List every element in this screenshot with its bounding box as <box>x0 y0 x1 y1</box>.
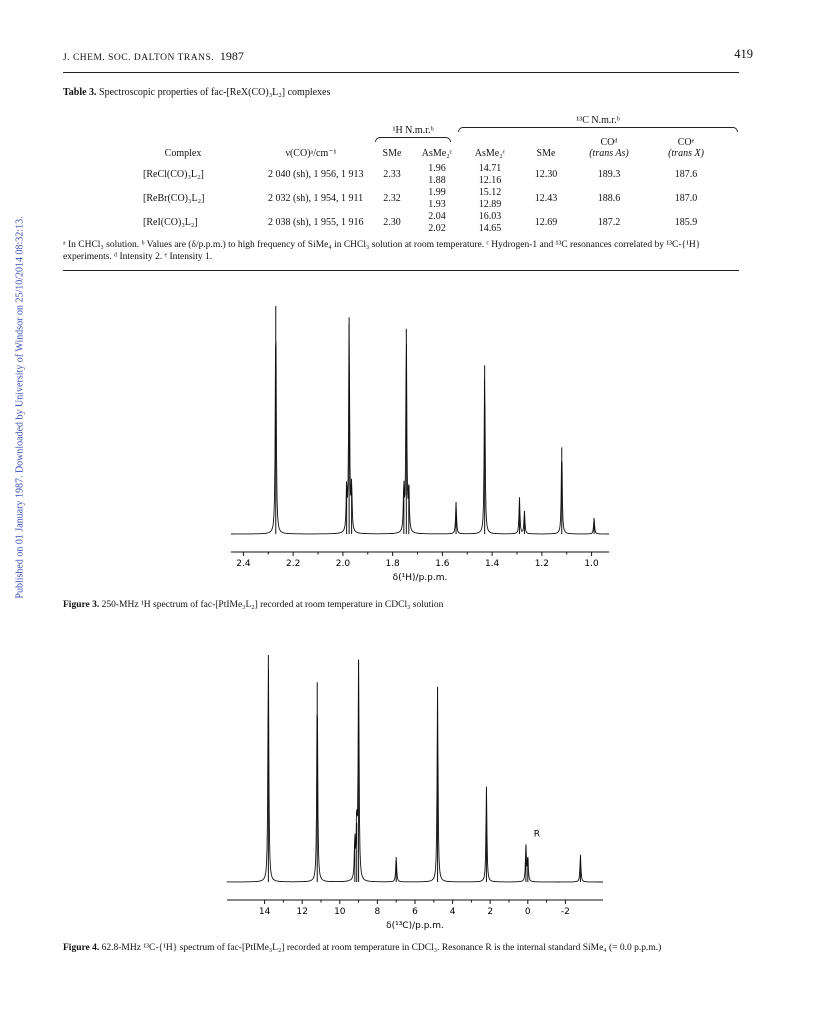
figure4-caption-text: 62.8-MHz ¹³C-{¹H} spectrum of fac-[PtIMe₃L₂] recorded at room temperature in CDCl₃. Resonance R is the internal standard SiMe₄ (= 0.0 p.p.m.) <box>101 943 662 953</box>
col-vco: ν(CO)ᵃ/cm⁻¹ <box>285 148 337 159</box>
row1-c-asme-b: 12.16 <box>478 175 502 186</box>
figure4-label: Figure 4. <box>63 943 100 953</box>
x-tick-label: 2 <box>487 907 494 917</box>
row3-h-asme-b: 2.02 <box>428 223 446 234</box>
row2-co-x: 187.0 <box>674 193 698 204</box>
row2-h-asme-b: 1.93 <box>428 199 446 210</box>
row1-vco: 2 040 (sh), 1 956, 1 913 <box>268 169 364 180</box>
row3-h-asme-a: 2.04 <box>428 211 446 222</box>
col-co-as-sub: (trans As) <box>589 148 629 159</box>
row1-c-sme: 12.30 <box>534 169 558 180</box>
table3-footnote: ᵃ In CHCl₃ solution. ᵇ Values are (δ/p.p.m.) to high frequency of SiMe₄ in CHCl₃ solution at room temperature. ᶜ Hydrogen-1 and ¹³C resonances correlated by ¹³C-{¹H} experiments. ᵈ Intensity 2. ᵉ Intensity 1. <box>63 240 701 262</box>
col-c-sme: SMe <box>536 148 556 159</box>
row2-h-sme: 2.32 <box>383 193 401 204</box>
row1-c-asme-a: 14.71 <box>478 163 502 174</box>
row2-c-sme: 12.43 <box>534 193 558 204</box>
col-complex: Complex <box>164 148 202 159</box>
x-tick-label: 14 <box>258 907 271 917</box>
x-tick-label: 6 <box>412 907 418 917</box>
x-tick-label: 8 <box>374 907 381 917</box>
c-nmr-header: ¹³C N.m.r.ᵇ <box>576 115 620 126</box>
x-tick-label: 4 <box>449 907 456 917</box>
col-co-x: COᵉ <box>677 137 695 148</box>
row1-co-as: 189.3 <box>597 169 621 180</box>
col-co-as: COᵈ <box>600 137 618 148</box>
journal-name: J. CHEM. SOC. DALTON TRANS. <box>63 53 215 63</box>
x-tick-label: 1.4 <box>484 559 500 569</box>
x-tick-label: 1.8 <box>385 559 400 569</box>
row2-c-asme-a: 15.12 <box>478 187 502 198</box>
col-h-asme: AsMe₂ᶜ <box>421 148 453 159</box>
figure3-caption-text: 250-MHz ¹H spectrum of fac-[PtIMe₃L₂] recorded at room temperature in CDCl₃ solution <box>101 600 444 610</box>
row2-h-asme-a: 1.99 <box>428 187 446 198</box>
row2-co-as: 188.6 <box>597 193 621 204</box>
x-tick-label: 1.2 <box>534 559 550 569</box>
row2-complex: [ReBr(CO)₃L₂] <box>143 193 205 204</box>
col-co-x-sub: (trans X) <box>668 148 704 159</box>
row1-h-sme: 2.33 <box>383 169 401 180</box>
figure3-spectrum <box>231 306 609 583</box>
col-h-sme: SMe <box>382 148 402 159</box>
spectrum-trace <box>231 324 609 534</box>
x-tick-label: 2.4 <box>236 559 251 569</box>
figure4-spectrum <box>227 655 603 931</box>
page-number: 419 <box>734 47 753 61</box>
row1-complex: [ReCl(CO)₃L₂] <box>143 169 204 180</box>
x-tick-label: 12 <box>296 907 308 917</box>
x-tick-label: 1.6 <box>435 559 450 569</box>
spectrum-trace <box>227 661 603 882</box>
figure3-label: Figure 3. <box>63 600 100 610</box>
table3-title: Spectroscopic properties of fac-[ReX(CO)₃L₂] complexes <box>99 87 331 98</box>
row1-h-asme-b: 1.88 <box>428 175 446 186</box>
row3-h-sme: 2.30 <box>383 217 401 228</box>
row1-h-asme-a: 1.96 <box>428 163 446 174</box>
row3-c-sme: 12.69 <box>534 217 558 228</box>
download-watermark: Published on 01 January 1987. Downloaded by University of Windsor on 25/10/2014 08:32:13. <box>14 216 26 599</box>
row3-c-asme-b: 14.65 <box>478 223 502 234</box>
figure4-caption <box>63 942 739 954</box>
x-tick-label: 2.2 <box>286 559 301 569</box>
row3-vco: 2 038 (sh), 1 955, 1 916 <box>268 217 364 228</box>
resonance-r-label: R <box>533 829 541 840</box>
row1-co-x: 187.6 <box>674 169 698 180</box>
row2-vco: 2 032 (sh), 1 954, 1 911 <box>268 193 364 204</box>
row2-c-asme-b: 12.89 <box>478 199 502 210</box>
x-tick-label: 10 <box>334 907 346 917</box>
row3-complex: [ReI(CO)₃L₂] <box>143 217 198 228</box>
x-tick-label: 1.0 <box>584 559 599 569</box>
x-tick-label: 0 <box>524 907 531 917</box>
row3-co-x: 185.9 <box>674 217 698 228</box>
row3-co-as: 187.2 <box>597 217 621 228</box>
x-tick-label: -2 <box>560 907 570 917</box>
table3-label: Table 3. <box>63 87 97 98</box>
journal-year: 1987 <box>219 49 244 63</box>
x-axis-label: δ(¹H)/p.p.m. <box>392 573 448 583</box>
h-nmr-header: ¹H N.m.r.ᵇ <box>392 125 434 136</box>
col-c-asme: AsMe₂ᶜ <box>474 148 506 159</box>
figure3-caption <box>63 599 739 611</box>
x-axis-label: δ(¹³C)/p.p.m. <box>386 921 444 931</box>
x-tick-label: 2.0 <box>335 559 351 569</box>
row3-c-asme-a: 16.03 <box>478 211 502 222</box>
